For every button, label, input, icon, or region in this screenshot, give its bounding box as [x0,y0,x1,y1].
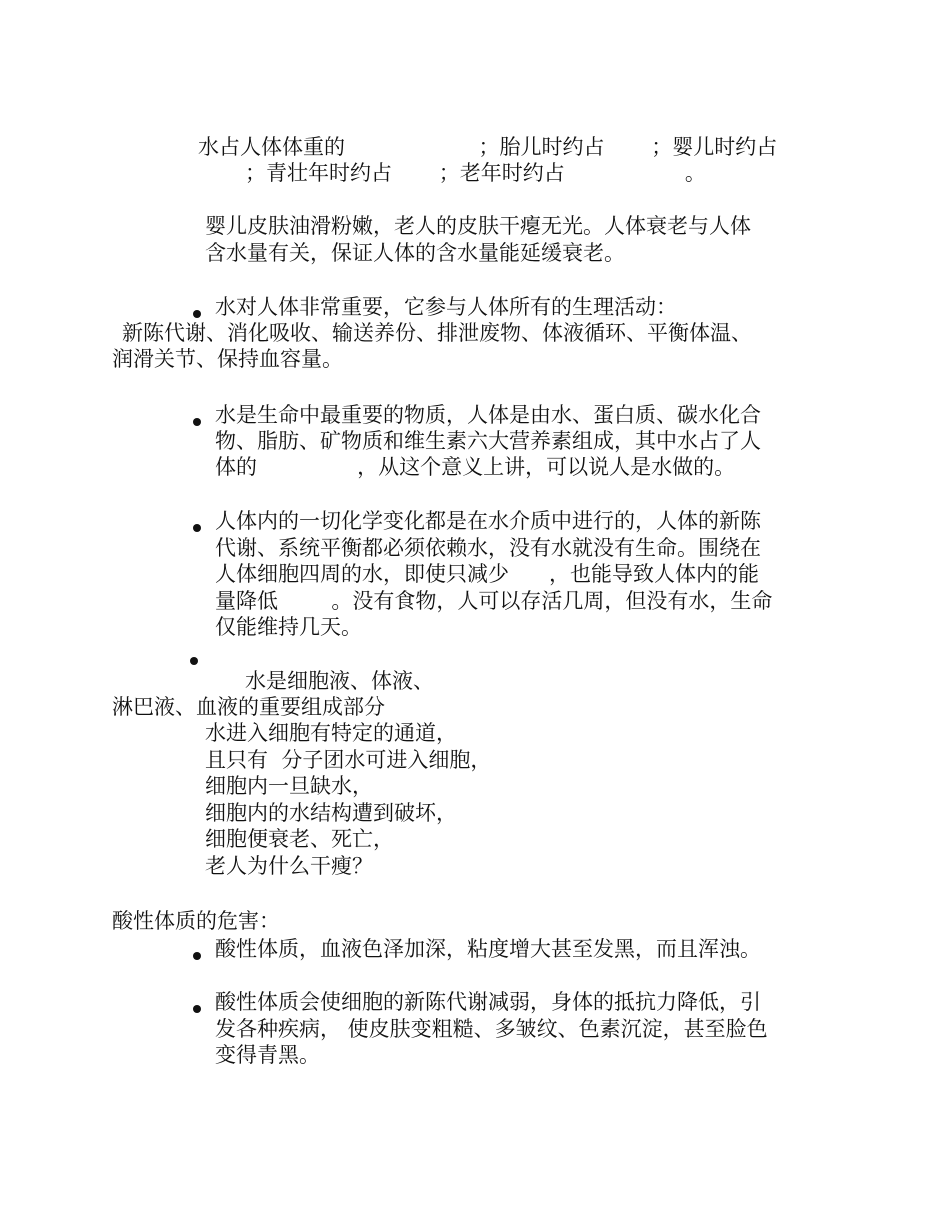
bullet-dot [193,418,201,426]
cells-line-7: 细胞便衰老、死亡， [205,827,394,851]
acidic-heading: 酸性体质的危害： [112,909,280,933]
bullet-dot [193,310,201,318]
bullet-dot [193,524,201,532]
cells-line-4: 且只有 分子团水可进入细胞， [205,748,492,772]
water-ratio-line-2: ；青壮年时约占 ；老年时约占 。 [245,161,706,185]
acid-metabolism-line-3: 变得青黑。 [215,1043,320,1067]
water-ratio-line-1: 水占人体体重的 ；胎儿时约占 ；婴儿时约占 [198,135,778,159]
bullet-dot [193,952,201,960]
nutrients-line-1: 水是生命中最重要的物质，人体是由水、蛋白质、碳水化合 [215,403,761,427]
cells-line-3: 水进入细胞有特定的通道， [205,721,457,745]
cells-line-6: 细胞内的水结构遭到破坏， [205,801,457,825]
aging-line-1: 婴儿皮肤油滑粉嫩，老人的皮肤干瘪无光。人体衰老与人体 [205,214,751,238]
chemistry-line-1: 人体内的一切化学变化都是在水介质中进行的，人体的新陈 [215,509,761,533]
importance-line-2: 新陈代谢、消化吸收、输送养份、排泄废物、体液循环、平衡体温、 [122,321,752,345]
chemistry-line-3: 人体细胞四周的水，即使只减少 ，也能导致人体内的能 [215,562,760,586]
nutrients-line-2: 物、脂肪、矿物质和维生素六大营养素组成，其中水占了人 [215,429,761,453]
cells-line-1: 水是细胞液、体液、 [245,669,434,693]
chemistry-line-2: 代谢、系统平衡都必须依赖水，没有水就没有生命。围绕在 [215,536,761,560]
acid-metabolism-line-2: 发各种疾病， 使皮肤变粗糙、多皱纹、色素沉淀，甚至脸色 [215,1017,768,1041]
bullet-dot [193,1005,201,1013]
chemistry-line-4: 量降低 。没有食物，人可以存活几周，但没有水，生命 [215,589,773,613]
acid-blood-line-1: 酸性体质，血液色泽加深，粘度增大甚至发黑，而且浑浊。 [215,937,761,961]
cells-line-5: 细胞内一旦缺水， [205,774,373,798]
aging-line-2: 含水量有关，保证人体的含水量能延缓衰老。 [205,241,625,265]
chemistry-line-5: 仅能维持几天。 [215,615,362,639]
importance-line-1: 水对人体非常重要，它参与人体所有的生理活动： [215,295,677,319]
importance-line-3: 润滑关节、保持血容量。 [112,347,343,371]
bullet-dot [190,657,198,665]
acid-metabolism-line-1: 酸性体质会使细胞的新陈代谢减弱，身体的抵抗力降低，引 [215,990,761,1014]
cells-line-2: 淋巴液、血液的重要组成部分 [112,695,385,719]
cells-line-8: 老人为什么干瘦？ [205,854,373,878]
nutrients-line-3: 体的 ，从这个意义上讲，可以说人是水做的。 [215,455,736,479]
